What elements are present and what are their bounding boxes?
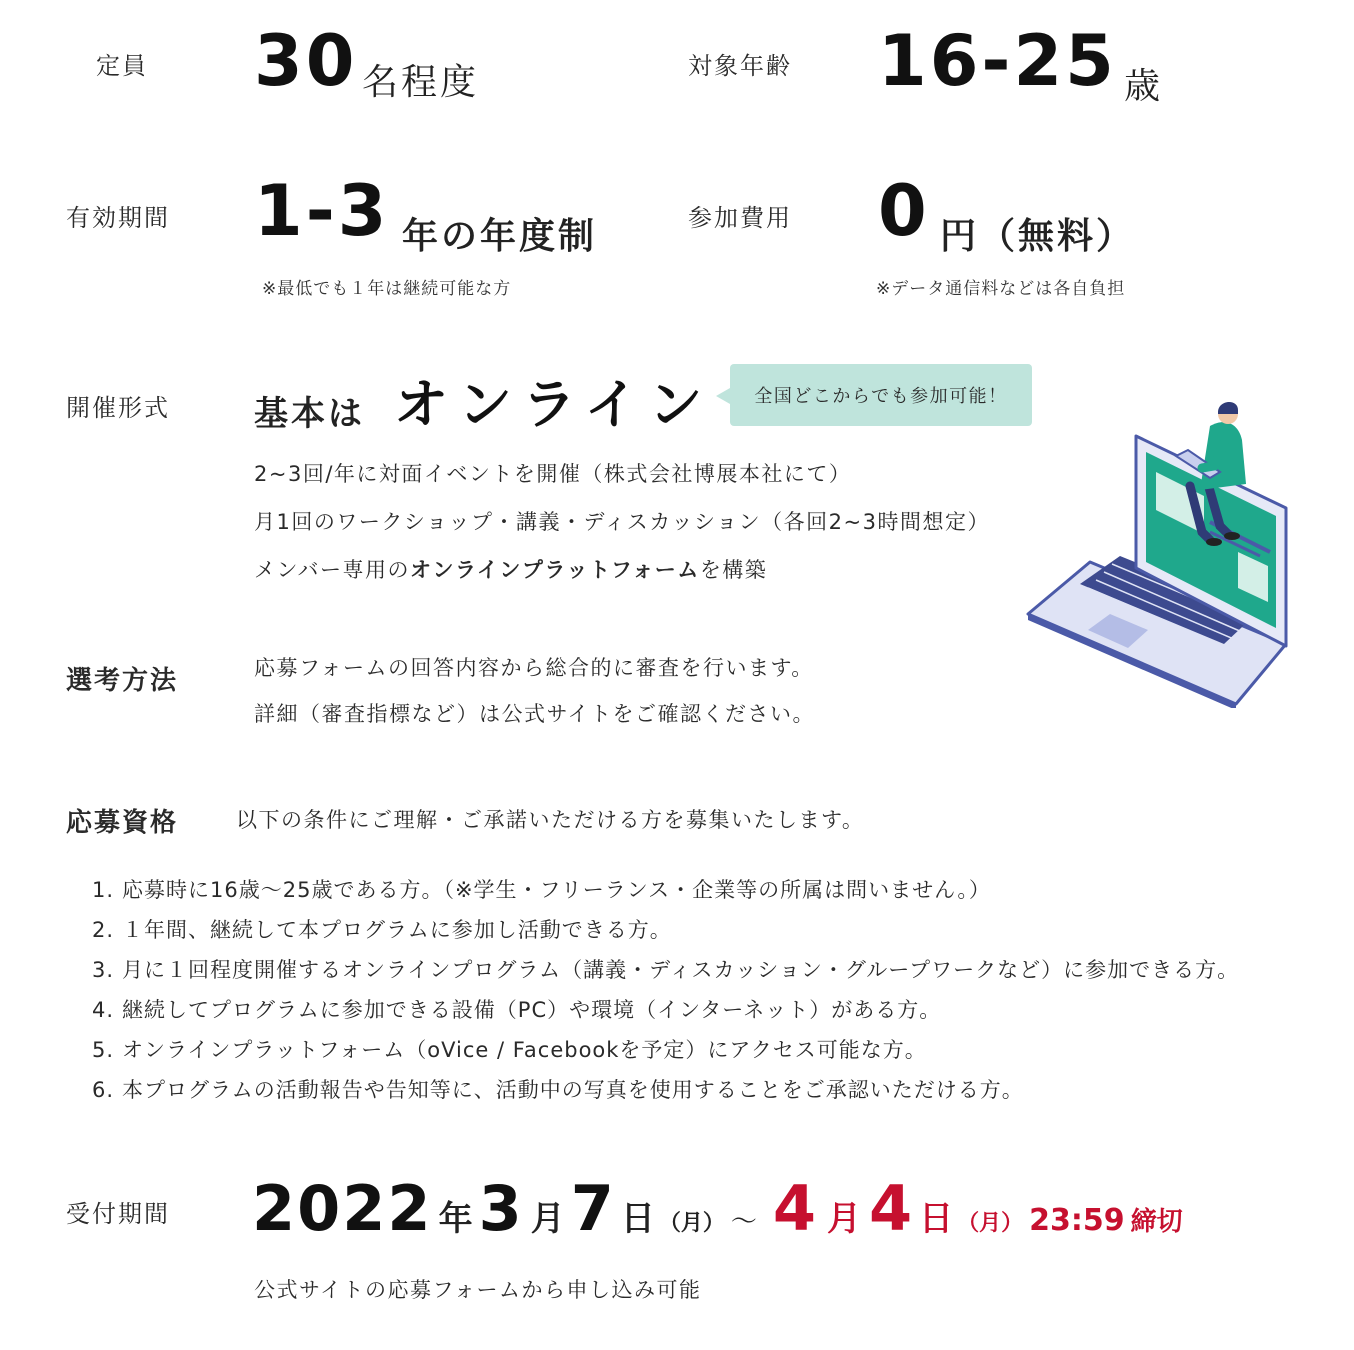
- deadline-label: 締切: [1130, 1207, 1183, 1237]
- list-item-text: １年間、継続して本プログラムに参加し活動できる方。: [122, 918, 672, 942]
- end-day: 4: [869, 1172, 916, 1245]
- date-tilde: 〜: [730, 1207, 757, 1237]
- list-item: [92, 950, 1239, 990]
- age-label: 対象年齢: [688, 52, 792, 80]
- list-item-number: 1.: [92, 878, 115, 902]
- format-line-3: [254, 554, 767, 584]
- format-line-3-post: を構築: [699, 558, 768, 582]
- reception-label: 受付期間: [66, 1200, 170, 1228]
- period-note: ※最低でも１年は継続可能な方: [262, 279, 512, 299]
- age-number: 16-25: [878, 20, 1117, 102]
- capacity-label: 定員: [96, 52, 148, 80]
- selection-line-2: 詳細（審査指標など）は公式サイトをご確認ください。: [254, 702, 816, 726]
- list-item-text: 月に１回程度開催するオンラインプログラム（講義・ディスカッション・グループワークなど）に参加できる方。: [122, 958, 1240, 982]
- start-dow: （月）: [658, 1211, 725, 1236]
- list-item: [92, 1070, 1239, 1110]
- list-item-text: 本プログラムの活動報告や告知等に、活動中の写真を使用することをご承認いただける方。: [122, 1078, 1024, 1102]
- format-main: オンライン: [394, 373, 713, 436]
- start-month-unit: 月: [530, 1199, 565, 1239]
- format-line-3-pre: メンバー専用の: [254, 558, 411, 582]
- format-line-3-bold: オンラインプラットフォーム: [410, 558, 700, 582]
- fee-note: ※データ通信料などは各自負担: [876, 279, 1126, 299]
- list-item-number: 4.: [92, 998, 115, 1022]
- capacity-number: 30: [254, 20, 358, 102]
- end-month-unit: 月: [827, 1199, 862, 1239]
- format-prefix: 基本は: [254, 394, 365, 434]
- format-line-2: 月1回のワークショップ・講義・ディスカッション（各回2~3時間想定）: [254, 510, 990, 534]
- period-label: 有効期間: [66, 204, 170, 232]
- list-item-text: オンラインプラットフォーム（oVice / Facebookを予定）にアクセス可能な方。: [122, 1038, 927, 1062]
- list-item: [92, 910, 1239, 950]
- format-label: 開催形式: [66, 394, 170, 422]
- selection-label: 選考方法: [66, 666, 179, 696]
- list-item: [92, 1030, 1239, 1070]
- end-dow: （月）: [957, 1211, 1024, 1236]
- eligibility-intro: 以下の条件にご理解・ご承諾いただける方を募集いたします。: [236, 808, 865, 832]
- format-bubble: 全国どこからでも参加可能！: [730, 364, 1032, 426]
- eligibility-label: 応募資格: [66, 808, 179, 838]
- list-item-text: 継続してプログラムに参加できる設備（PC）や環境（インターネット）がある方。: [122, 998, 942, 1022]
- list-item-number: 5.: [92, 1038, 115, 1062]
- format-line-1: 2~3回/年に対面イベントを開催（株式会社博展本社にて）: [254, 462, 852, 486]
- fee-number: 0: [878, 170, 930, 252]
- list-item: [92, 990, 1239, 1030]
- fee-label: 参加費用: [688, 204, 792, 232]
- reception-note: 公式サイトの応募フォームから申し込み可能: [254, 1278, 702, 1302]
- end-time: 23:59: [1029, 1203, 1125, 1238]
- fee-unit: 円（無料）: [940, 216, 1136, 257]
- list-item: [92, 870, 1239, 910]
- start-year-unit: 年: [438, 1199, 473, 1239]
- reception-date: [252, 1172, 1183, 1245]
- end-day-unit: 日: [919, 1199, 954, 1239]
- list-item-number: 2.: [92, 918, 115, 942]
- capacity-unit: 名程度: [362, 62, 480, 103]
- list-item-text: 応募時に16歳〜25歳である方。（※学生・フリーランス・企業等の所属は問いません。）: [122, 878, 991, 902]
- start-month: 3: [478, 1172, 525, 1245]
- start-day: 7: [570, 1172, 617, 1245]
- selection-line-1: 応募フォームの回答内容から総合的に審査を行います。: [254, 656, 814, 680]
- period-number: 1-3: [254, 170, 390, 252]
- start-day-unit: 日: [620, 1199, 655, 1239]
- end-month: 4: [772, 1172, 820, 1245]
- laptop-person-illustration: [1024, 392, 1294, 708]
- period-unit: 年の年度制: [402, 216, 598, 257]
- list-item-number: 6.: [92, 1078, 115, 1102]
- start-year: 2022: [252, 1172, 433, 1245]
- age-unit: 歳: [1124, 66, 1164, 107]
- eligibility-list: [92, 870, 1239, 1110]
- list-item-number: 3.: [92, 958, 115, 982]
